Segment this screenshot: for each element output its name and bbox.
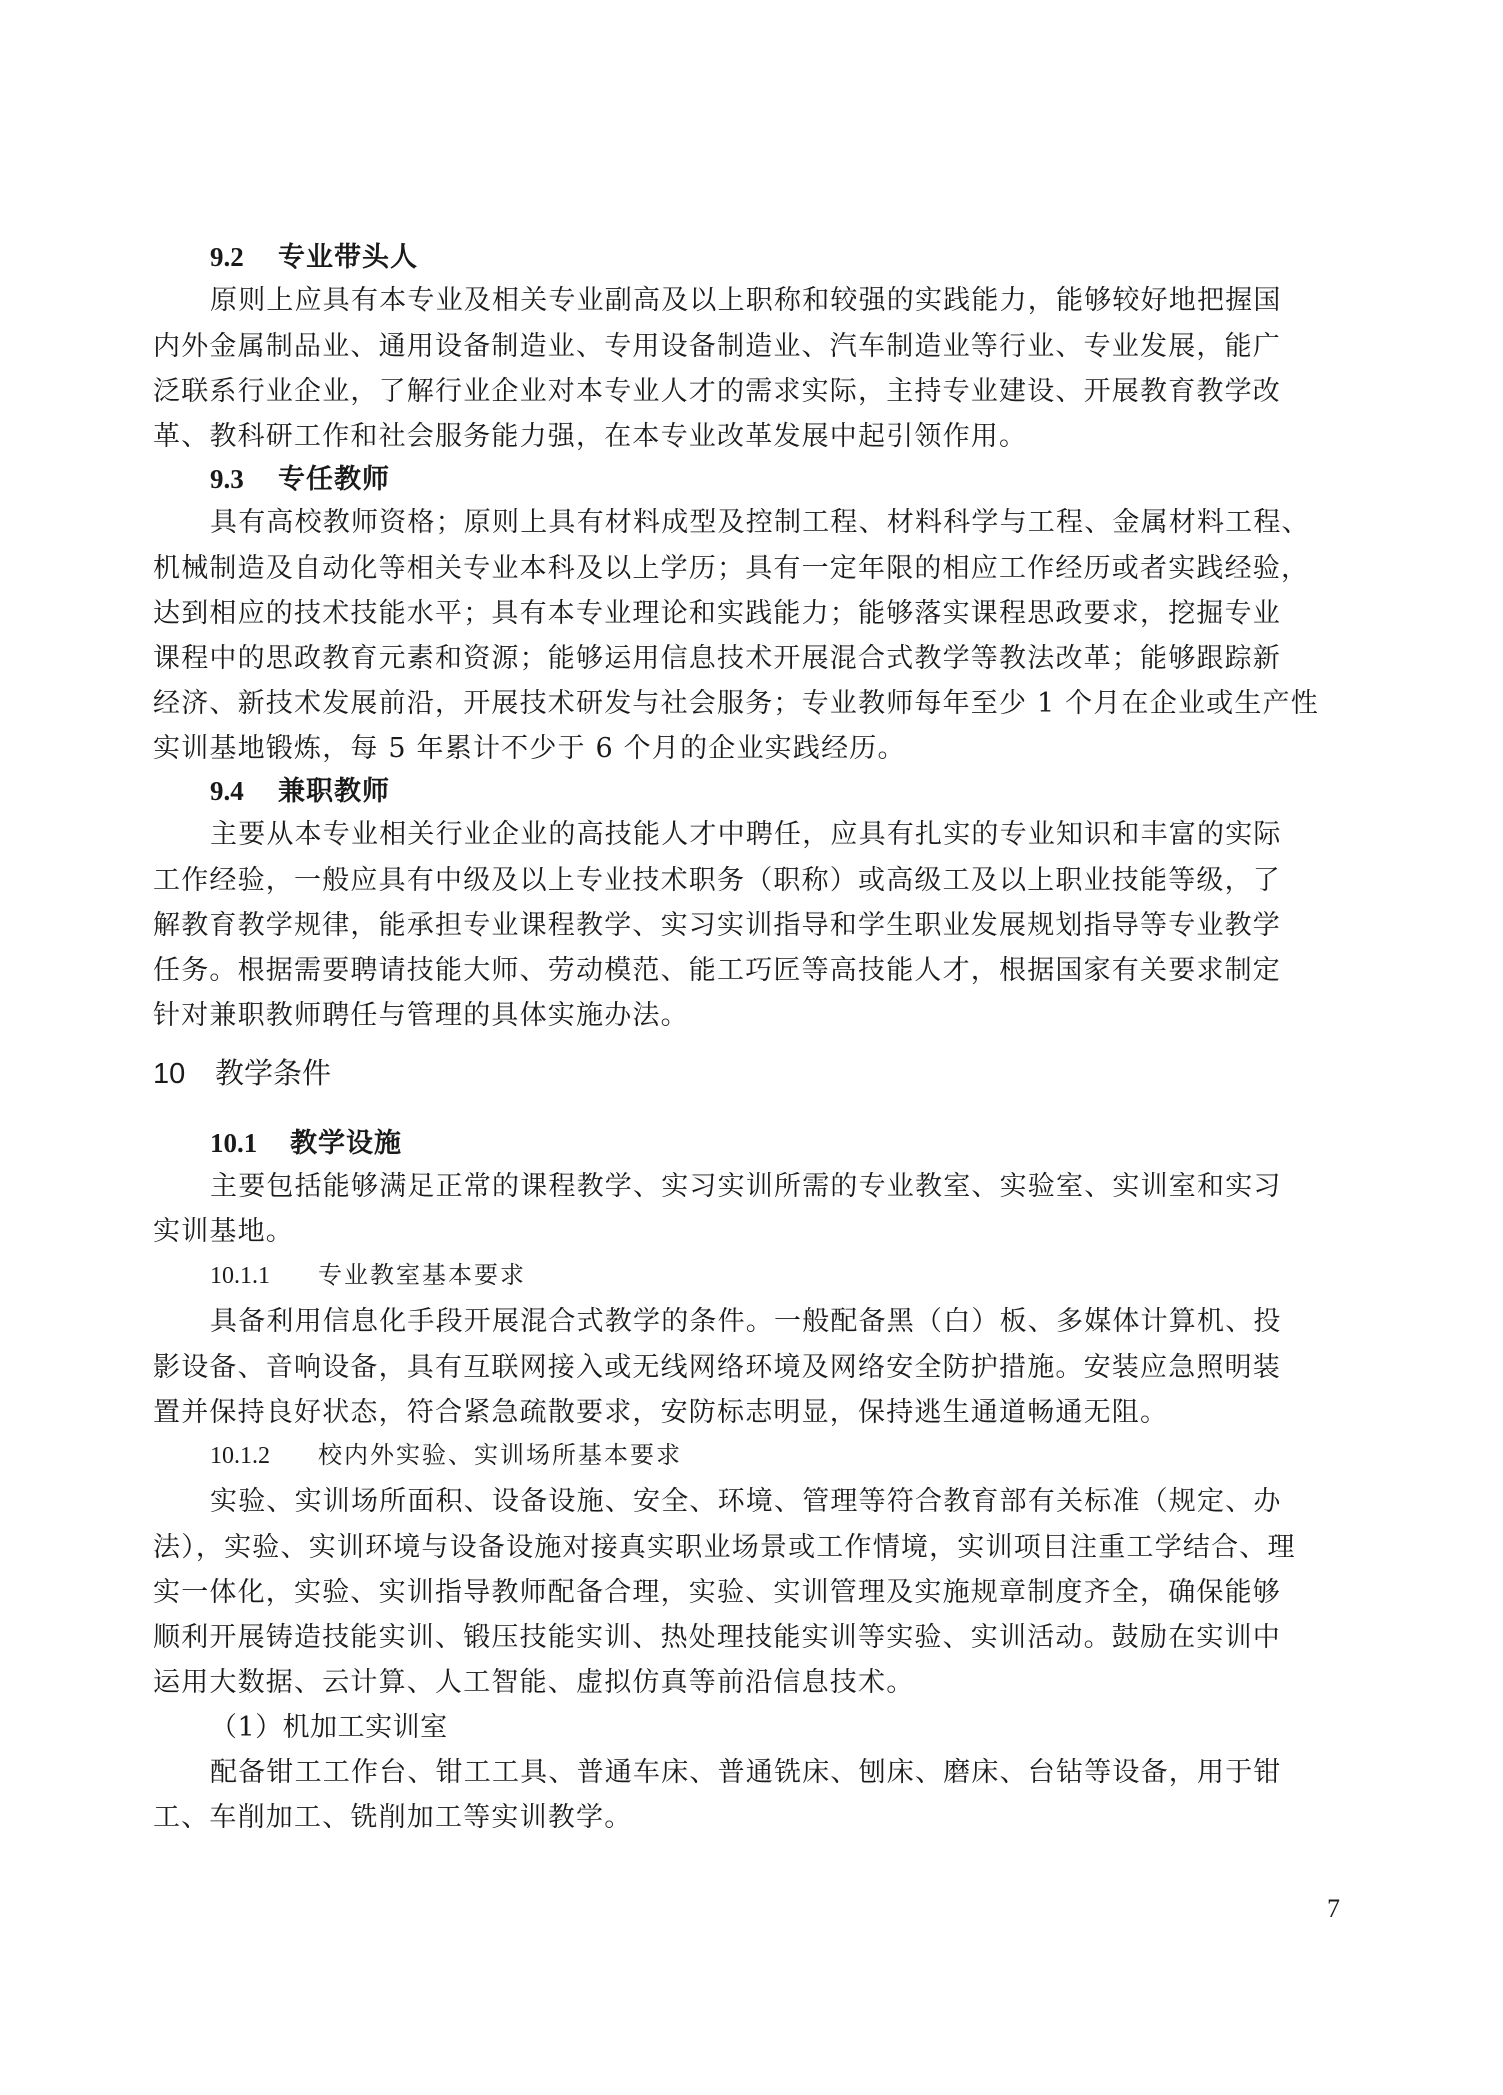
text-line: （1）机加工实训室 — [210, 1712, 448, 1743]
text-line: 工作经验，一般应具有中级及以上专业技术职务（职称）或高级工及以上职业技能等级，了 — [153, 865, 1281, 896]
text-line: 解教育教学规律，能承担专业课程教学、实习实训指导和学生职业发展规划指导等专业教学 — [153, 910, 1281, 941]
text-line: 法），实验、实训环境与设备设施对接真实职业场景或工作情境，实训项目注重工学结合、理 — [153, 1532, 1296, 1563]
text-line: 配备钳工工作台、钳工工具、普通车床、普通铣床、刨床、磨床、台钻等设备，用于钳 — [210, 1757, 1282, 1788]
text-line: 置并保持良好状态，符合紧急疏散要求，安防标志明显，保持逃生通道畅通无阻。 — [153, 1397, 1169, 1428]
text-line: 针对兼职教师聘任与管理的具体实施办法。 — [153, 1000, 689, 1031]
subsection-number: 10.1.1 — [210, 1263, 270, 1289]
text-line: 主要从本专业相关行业企业的高技能人才中聘任，应具有扎实的专业知识和丰富的实际 — [210, 819, 1282, 850]
text-line: 具备利用信息化手段开展混合式教学的条件。一般配备黑（白）板、多媒体计算机、投 — [210, 1306, 1282, 1337]
subsection-title: 校内外实验、实训场所基本要求 — [318, 1441, 682, 1469]
section-10-1-heading — [210, 1125, 402, 1162]
text-line: 实验、实训场所面积、设备设施、安全、环境、管理等符合教育部有关标准（规定、办 — [210, 1486, 1282, 1517]
chapter-number: 10 — [153, 1058, 186, 1090]
text-line: 达到相应的技术技能水平；具有本专业理论和实践能力；能够落实课程思政要求，挖掘专业 — [153, 598, 1281, 629]
text-line: 顺利开展铸造技能实训、锻压技能实训、热处理技能实训等实验、实训活动。鼓励在实训中 — [153, 1622, 1281, 1653]
section-9-2-heading — [210, 239, 418, 276]
section-title: 教学设施 — [290, 1128, 402, 1159]
section-number: 9.2 — [210, 242, 244, 272]
section-title: 专业带头人 — [278, 242, 418, 273]
subsection-title: 专业教室基本要求 — [318, 1261, 526, 1289]
section-number: 9.4 — [210, 776, 244, 806]
subsection-number: 10.1.2 — [210, 1443, 270, 1469]
text-line: 主要包括能够满足正常的课程教学、实习实训所需的专业教室、实验室、实训室和实习 — [210, 1171, 1282, 1202]
chapter-10-heading — [153, 1054, 331, 1093]
text-line: 课程中的思政教育元素和资源；能够运用信息技术开展混合式教学等教法改革；能够跟踪新 — [153, 643, 1281, 674]
text-line: 影设备、音响设备，具有互联网接入或无线网络环境及网络安全防护措施。安装应急照明装 — [153, 1352, 1281, 1383]
text-line: 任务。根据需要聘请技能大师、劳动模范、能工巧匠等高技能人才，根据国家有关要求制定 — [153, 955, 1281, 986]
section-title: 兼职教师 — [278, 776, 390, 807]
text-line: 实一体化，实验、实训指导教师配备合理，实验、实训管理及实施规章制度齐全，确保能够 — [153, 1577, 1281, 1608]
text-line: 泛联系行业企业，了解行业企业对本专业人才的需求实际，主持专业建设、开展教育教学改 — [153, 376, 1281, 407]
text-line: 实训基地。 — [153, 1216, 294, 1247]
section-number: 9.3 — [210, 464, 244, 494]
section-9-4-heading — [210, 773, 390, 810]
text-line: 运用大数据、云计算、人工智能、虚拟仿真等前沿信息技术。 — [153, 1667, 915, 1698]
text-line: 革、教科研工作和社会服务能力强，在本专业改革发展中起引领作用。 — [153, 421, 1028, 452]
chapter-title: 教学条件 — [215, 1056, 332, 1090]
text-line: 经济、新技术发展前沿，开展技术研发与社会服务；专业教师每年至少 1 个月在企业或生产性 — [153, 688, 1319, 719]
text-line: 实训基地锻炼，每 5 年累计不少于 6 个月的企业实践经历。 — [153, 733, 906, 764]
subsection-10-1-1-heading — [210, 1258, 526, 1293]
page-number: 7 — [1327, 1894, 1340, 1923]
section-number: 10.1 — [210, 1128, 258, 1158]
section-title: 专任教师 — [278, 464, 390, 495]
subsection-10-1-2-heading — [210, 1438, 682, 1473]
text-line: 内外金属制品业、通用设备制造业、专用设备制造业、汽车制造业等行业、专业发展，能广 — [153, 331, 1281, 362]
text-line: 原则上应具有本专业及相关专业副高及以上职称和较强的实践能力，能够较好地把握国 — [210, 285, 1282, 316]
section-9-3-heading — [210, 461, 390, 498]
text-line: 工、车削加工、铣削加工等实训教学。 — [153, 1802, 633, 1833]
text-line: 具有高校教师资格；原则上具有材料成型及控制工程、材料科学与工程、金属材料工程、 — [210, 507, 1310, 538]
text-line: 机械制造及自动化等相关专业本科及以上学历；具有一定年限的相应工作经历或者实践经验， — [153, 553, 1310, 584]
